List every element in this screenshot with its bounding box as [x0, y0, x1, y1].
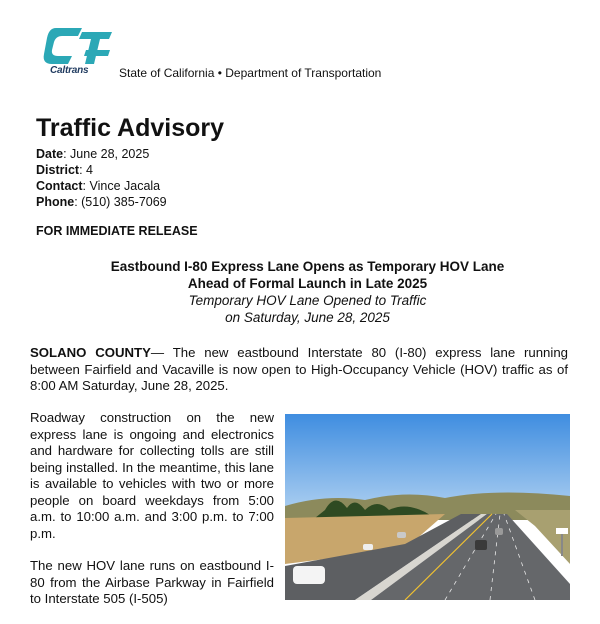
- district-value: : 4: [79, 163, 93, 177]
- car-dark: [475, 540, 487, 550]
- headline-line-1: Eastbound I-80 Express Lane Opens as Temporary HOV Lane: [110, 259, 505, 274]
- freeway-photo: [285, 414, 570, 600]
- page-title: Traffic Advisory: [36, 114, 225, 142]
- contact-line: [36, 178, 167, 194]
- logo-t-base: [84, 50, 110, 56]
- date-value: : June 28, 2025: [63, 147, 150, 161]
- district-label: District: [36, 163, 80, 177]
- body-paragraph-2: The new HOV lane runs on eastbound I-80 from the Airbase Parkway in Fairfield to Interstate 505 (I-505): [30, 558, 274, 606]
- subheadline-line-2: on Saturday, June 28, 2025: [225, 310, 390, 325]
- release-notice: FOR IMMEDIATE RELEASE: [36, 224, 198, 238]
- lead-paragraph: [30, 345, 568, 395]
- advisory-meta: [36, 146, 167, 210]
- logo-c-shape: [44, 28, 82, 64]
- phone-label: Phone: [36, 195, 75, 209]
- sign-board: [556, 528, 568, 534]
- subheadline-line-1: Temporary HOV Lane Opened to Traffic: [188, 293, 427, 308]
- contact-label: Contact: [36, 179, 83, 193]
- date-label: Date: [36, 147, 64, 161]
- car-white-small: [363, 544, 373, 550]
- body-paragraph-1: Roadway construction on the new express lane is ongoing and electronics and hardware for collecting tolls are still being installed. In the meantime, this lane is available to vehicles with two or more people on board weekdays from 5:00 a.m. to 10:00 a.m. and 3:00 p.m. to 7:00 p.m.: [30, 410, 274, 541]
- sign-post: [561, 532, 563, 556]
- logo-t-shape: [79, 32, 112, 64]
- phone-line: [36, 194, 167, 210]
- logo-wordmark: Caltrans: [50, 65, 89, 76]
- headline-line-2: Ahead of Formal Launch in Late 2025: [187, 276, 428, 291]
- lead-text: — The new eastbound Interstate 80 (I-80) express lane running between Fairfield and Vacaville is now open to High-Occupancy Vehicle (HOV) traffic as of 8:00 AM Saturday, June 28, 2025.: [30, 345, 568, 393]
- contact-value: : Vince Jacala: [82, 179, 161, 193]
- header: [42, 22, 562, 82]
- car-silver: [397, 532, 406, 538]
- car-white-suv: [293, 566, 325, 584]
- agency-name: State of California • Department of Transportation: [119, 66, 382, 80]
- phone-value: : (510) 385-7069: [74, 195, 167, 209]
- dateline-location: SOLANO COUNTY: [30, 345, 151, 360]
- district-line: [36, 162, 167, 178]
- body-column: [30, 410, 274, 624]
- headline: [40, 258, 575, 326]
- car-gray: [495, 528, 503, 535]
- date-line: [36, 146, 167, 162]
